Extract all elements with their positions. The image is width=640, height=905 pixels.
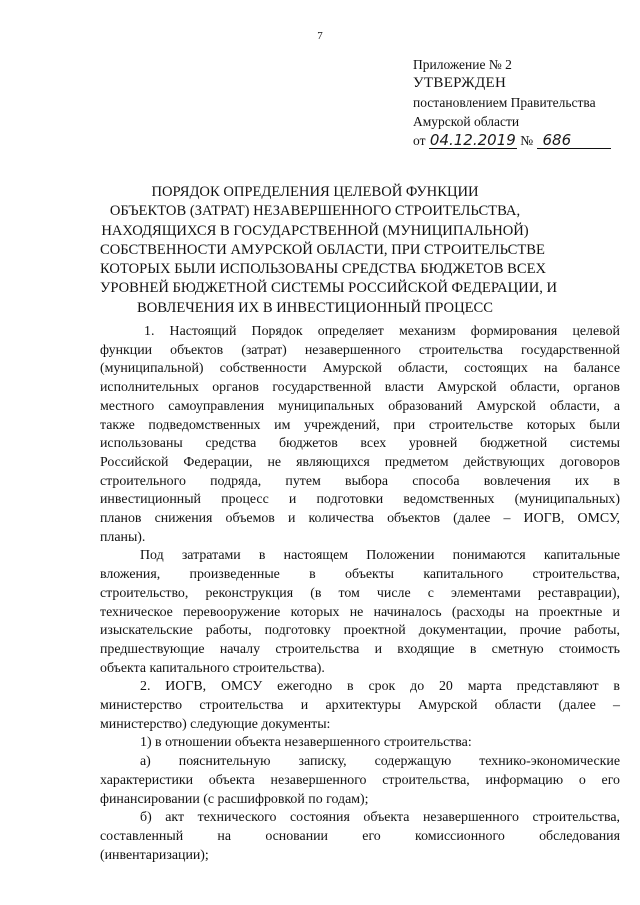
- body-line: 1) в отношении объекта незавершенного строительства:: [140, 735, 472, 751]
- approval-line-1: постановлением Правительства: [413, 95, 596, 110]
- approval-date-line: [413, 131, 628, 150]
- title-line: КОТОРЫХ БЫЛИ ИСПОЛЬЗОВАНЫ СРЕДСТВА БЮДЖЕТОВ ВСЕХ: [100, 261, 547, 278]
- body-line: планов снижения объемов и количества объектов (далее – ИОГВ, ОМСУ,: [100, 511, 620, 527]
- title-line: ПОРЯДОК ОПРЕДЕЛЕНИЯ ЦЕЛЕВОЙ ФУНКЦИИ: [151, 184, 479, 200]
- body-line: использованы средства бюджетов всех уровней бюджетной системы: [100, 436, 620, 452]
- body-line: (инвентаризации);: [100, 847, 209, 863]
- body-line: министерство) следующие документы:: [100, 716, 331, 732]
- body-line: (муниципальной) собственности Амурской области, состоящих на балансе: [100, 361, 620, 377]
- body-line: исполнительных органов государственной власти Амурской области, органов: [100, 380, 620, 396]
- title-line: ВОВЛЕЧЕНИЯ ИХ В ИНВЕСТИЦИОННЫЙ ПРОЦЕСС: [136, 299, 494, 316]
- body-line: а) пояснительную записку, содержащую технико-экономические: [140, 754, 620, 770]
- handwritten-date: 04.12.2019: [429, 131, 516, 149]
- body-line: 1. Настоящий Порядок определяет механизм формирования целевой: [144, 324, 620, 339]
- page-number: 7: [317, 30, 323, 42]
- body-line: строительного подряда, путем выбора способа вовлечения их в: [100, 473, 620, 489]
- approval-block: [413, 55, 628, 150]
- body-line: Под затратами в настоящем Положении понимаются капитальные: [140, 548, 620, 564]
- body-line: Российской Федерации, не являющихся предметом действующих договоров: [100, 454, 620, 470]
- document-body: [100, 323, 620, 865]
- body-line: министерство строительства и архитектуры Амурской области (далее –: [100, 698, 620, 714]
- from-label: от: [413, 133, 426, 148]
- body-line: финансировании (с расшифровкой по годам);: [100, 791, 369, 807]
- title-line: СОБСТВЕННОСТИ АМУРСКОЙ ОБЛАСТИ, ПРИ СТРОИТЕЛЬСТВЕ: [100, 241, 545, 258]
- body-line: также подведомственных им учреждений, при строительстве которых были: [100, 417, 620, 433]
- title-line: УРОВНЕЙ БЮДЖЕТНОЙ СИСТЕМЫ РОССИЙСКОЙ ФЕДЕРАЦИИ, И: [100, 280, 558, 297]
- document-title: [100, 183, 558, 318]
- body-line: б) акт технического состояния объекта незавершенного строительства,: [140, 810, 620, 826]
- body-line: инвестиционный процесс и подготовки ведомственных (муниципальных): [100, 492, 620, 508]
- body-line: техническое перевооружение которых не начиналось (расходы на проектные и: [100, 604, 620, 620]
- title-line: НАХОДЯЩИХСЯ В ГОСУДАРСТВЕННОЙ (МУНИЦИПАЛЬНОЙ): [101, 222, 529, 239]
- number-label: №: [520, 133, 534, 148]
- body-line: 2. ИОГВ, ОМСУ ежегодно в срок до 20 марта представляют в: [140, 679, 620, 695]
- body-line: изыскательские работы, подготовку проектной документации, прочие работы,: [100, 623, 620, 639]
- title-line: ОБЪЕКТОВ (ЗАТРАТ) НЕЗАВЕРШЕННОГО СТРОИТЕЛЬСТВА,: [109, 203, 521, 220]
- body-line: предшествующие началу строительства и входящие в сметную стоимость: [100, 641, 620, 657]
- body-line: характеристики объекта незавершенного строительства, информацию о его: [100, 772, 620, 788]
- body-line: составленный на основании его комиссионного обследования: [100, 828, 620, 844]
- body-line: планы).: [100, 529, 146, 545]
- body-line: местного самоуправления муниципальных образований Амурской области, а: [100, 398, 620, 414]
- body-line: функции объектов (затрат) незавершенного строительства государственной: [100, 342, 620, 358]
- approved-label: УТВЕРЖДЕН: [413, 75, 507, 91]
- body-line: вложения, произведенные в объекты капитального строительства,: [100, 567, 620, 583]
- body-line: строительство, реконструкция (в том числе с элементами реставрации),: [100, 585, 620, 601]
- approval-line-2: Амурской области: [413, 114, 520, 129]
- appendix-label: Приложение № 2: [413, 57, 512, 72]
- body-line: объекта капитального строительства).: [100, 660, 325, 676]
- handwritten-number: 686: [537, 132, 611, 149]
